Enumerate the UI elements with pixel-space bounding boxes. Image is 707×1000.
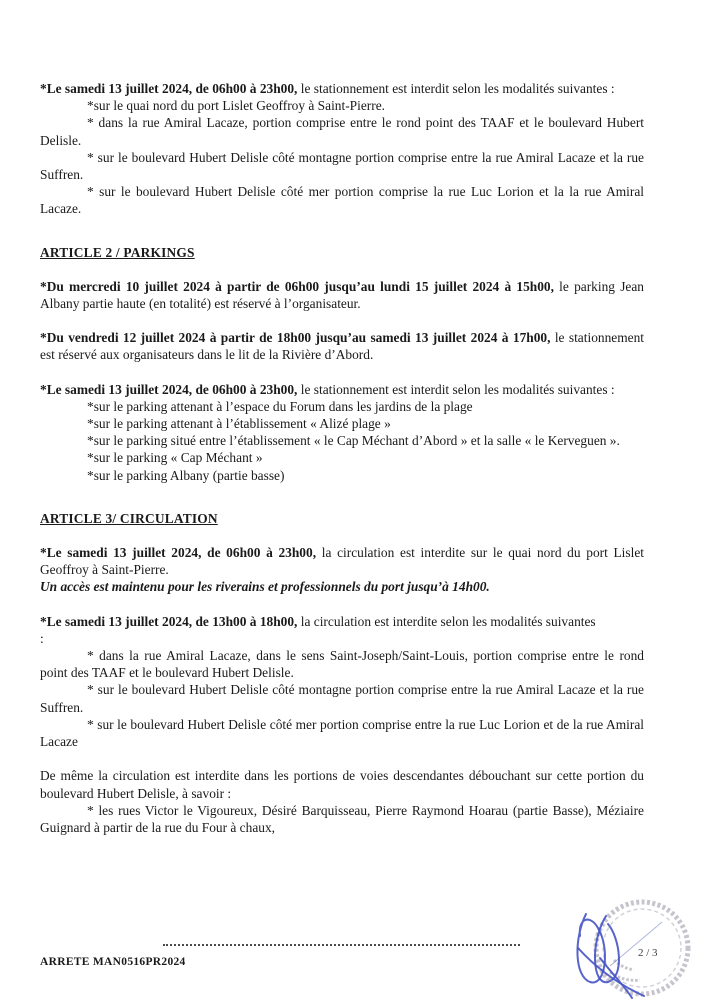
list-item: [40, 647, 644, 681]
text-run: ARTICLE 2 / PARKINGS: [40, 244, 195, 260]
text-run: * sur le boulevard Hubert Delisle côté mer portion comprise la rue Luc Lorion et la la rue Amiral Lacaze.: [40, 184, 644, 217]
list-item: [40, 398, 644, 415]
list-item: [40, 114, 644, 148]
text-run: * sur le boulevard Hubert Delisle côté montagne portion comprise entre la rue Amiral Lacaze et la rue Suffren.: [40, 149, 644, 183]
text-run: *Le samedi 13 juillet 2024, de 13h00 à 18h00,: [40, 613, 298, 629]
text-run: *Le samedi 13 juillet 2024, de 06h00 à 23h00,: [40, 545, 317, 561]
paragraph: [40, 80, 644, 97]
text-run: *Le samedi 13 juillet 2024, de 06h00 à 23h00,: [40, 81, 298, 96]
text-run: la circulation est interdite sur le quai nord du port Lislet Geoffroy à Saint-Pierre.: [40, 545, 644, 578]
text-run: * sur le boulevard Hubert Delisle côté montagne portion comprise entre la rue Amiral Lacaze et la rue Suffren.: [40, 682, 644, 715]
list-item: [40, 415, 644, 432]
paragraph: [40, 767, 644, 801]
page-number: 2 / 3: [638, 947, 658, 959]
text-run: * dans la rue Amiral Lacaze, portion comprise entre le rond point des TAAF et le boulevard Hubert Delisle.: [40, 115, 644, 148]
text-run: *Du mercredi 10 juillet 2024 à partir de 06h00 jusqu’au lundi 15 juillet 2024 à 15h00,: [40, 278, 554, 294]
text-run: * dans la rue Amiral Lacaze, dans le sens Saint-Joseph/Saint-Louis, portion comprise entre le rond point des TAAF et le boulevard Hubert Delisle.: [40, 648, 644, 681]
paragraph: [40, 329, 644, 363]
text-run: * les rues Victor le Vigoureux, Désiré Barquisseau, Pierre Raymond Hoarau (partie Basse), Méziaire Guignard à partir de la rue du Four à chaux,: [40, 802, 644, 835]
list-item: [40, 802, 644, 836]
list-item: [40, 681, 644, 715]
text-run: *sur le parking Albany (partie basse): [87, 467, 285, 483]
text-run: *Du vendredi 12 juillet 2024 à partir de 18h00 jusqu’au samedi 13 juillet 2024 à 17h00,: [40, 330, 551, 346]
text-run: * sur le boulevard Hubert Delisle côté mer portion comprise entre la rue Luc Lorion et de la rue Amiral Lacaze: [40, 716, 644, 750]
text-run: *sur le parking situé entre l’établissement « le Cap Méchant d’Abord » et la salle « le Kerveguen ».: [87, 433, 620, 449]
text-run: *sur le parking « Cap Méchant »: [87, 450, 263, 466]
paragraph: [40, 613, 644, 647]
list-item: [40, 449, 644, 466]
document-reference: ARRETE MAN0516PR2024: [40, 956, 186, 968]
text-run: :: [40, 630, 44, 646]
text-run: *sur le parking attenant à l’espace du Forum dans les jardins de la plage: [87, 398, 473, 414]
paragraph: [40, 578, 644, 595]
text-run: *sur le quai nord du port Lislet Geoffroy à Saint-Pierre.: [87, 98, 385, 114]
list-item: [40, 149, 644, 183]
text-run: De même la circulation est interdite dans les portions de voies descendantes débouchant sur cette portion du boulevard Hubert Delisle, à savoir :: [40, 768, 644, 801]
list-item: [40, 183, 644, 217]
paragraph: [40, 544, 644, 578]
text-run: le stationnement est interdit selon les modalités suivantes :: [297, 81, 615, 96]
signature-dotted-line: [163, 944, 520, 946]
official-stamp: [570, 890, 707, 1000]
list-item: [40, 97, 644, 114]
text-run: *sur le parking attenant à l’établissement « Alizé plage »: [87, 416, 391, 432]
text-run: *Le samedi 13 juillet 2024, de 06h00 à 23h00,: [40, 381, 298, 397]
article-heading: [40, 510, 644, 527]
paragraph: [40, 278, 644, 312]
paragraph: [40, 381, 644, 398]
list-item: [40, 432, 644, 449]
article-heading: [40, 244, 644, 261]
text-run: le stationnement est interdit selon les modalités suivantes :: [297, 381, 615, 397]
text-run: ARTICLE 3/ CIRCULATION: [40, 510, 218, 526]
document-body: [40, 80, 644, 836]
list-item: [40, 716, 644, 750]
text-run: la circulation est interdite selon les modalités suivantes: [297, 613, 596, 629]
text-run: Un accès est maintenu pour les riverains et professionnels du port jusqu’à 14h00.: [40, 579, 490, 595]
list-item: [40, 467, 644, 484]
signature: [577, 914, 644, 998]
text-run: le stationnement est réservé aux organisateurs dans le lit de la Rivière d’Abord.: [40, 330, 644, 363]
text-run: le parking Jean Albany partie haute (en totalité) est réservé à l’organisateur.: [40, 278, 644, 312]
